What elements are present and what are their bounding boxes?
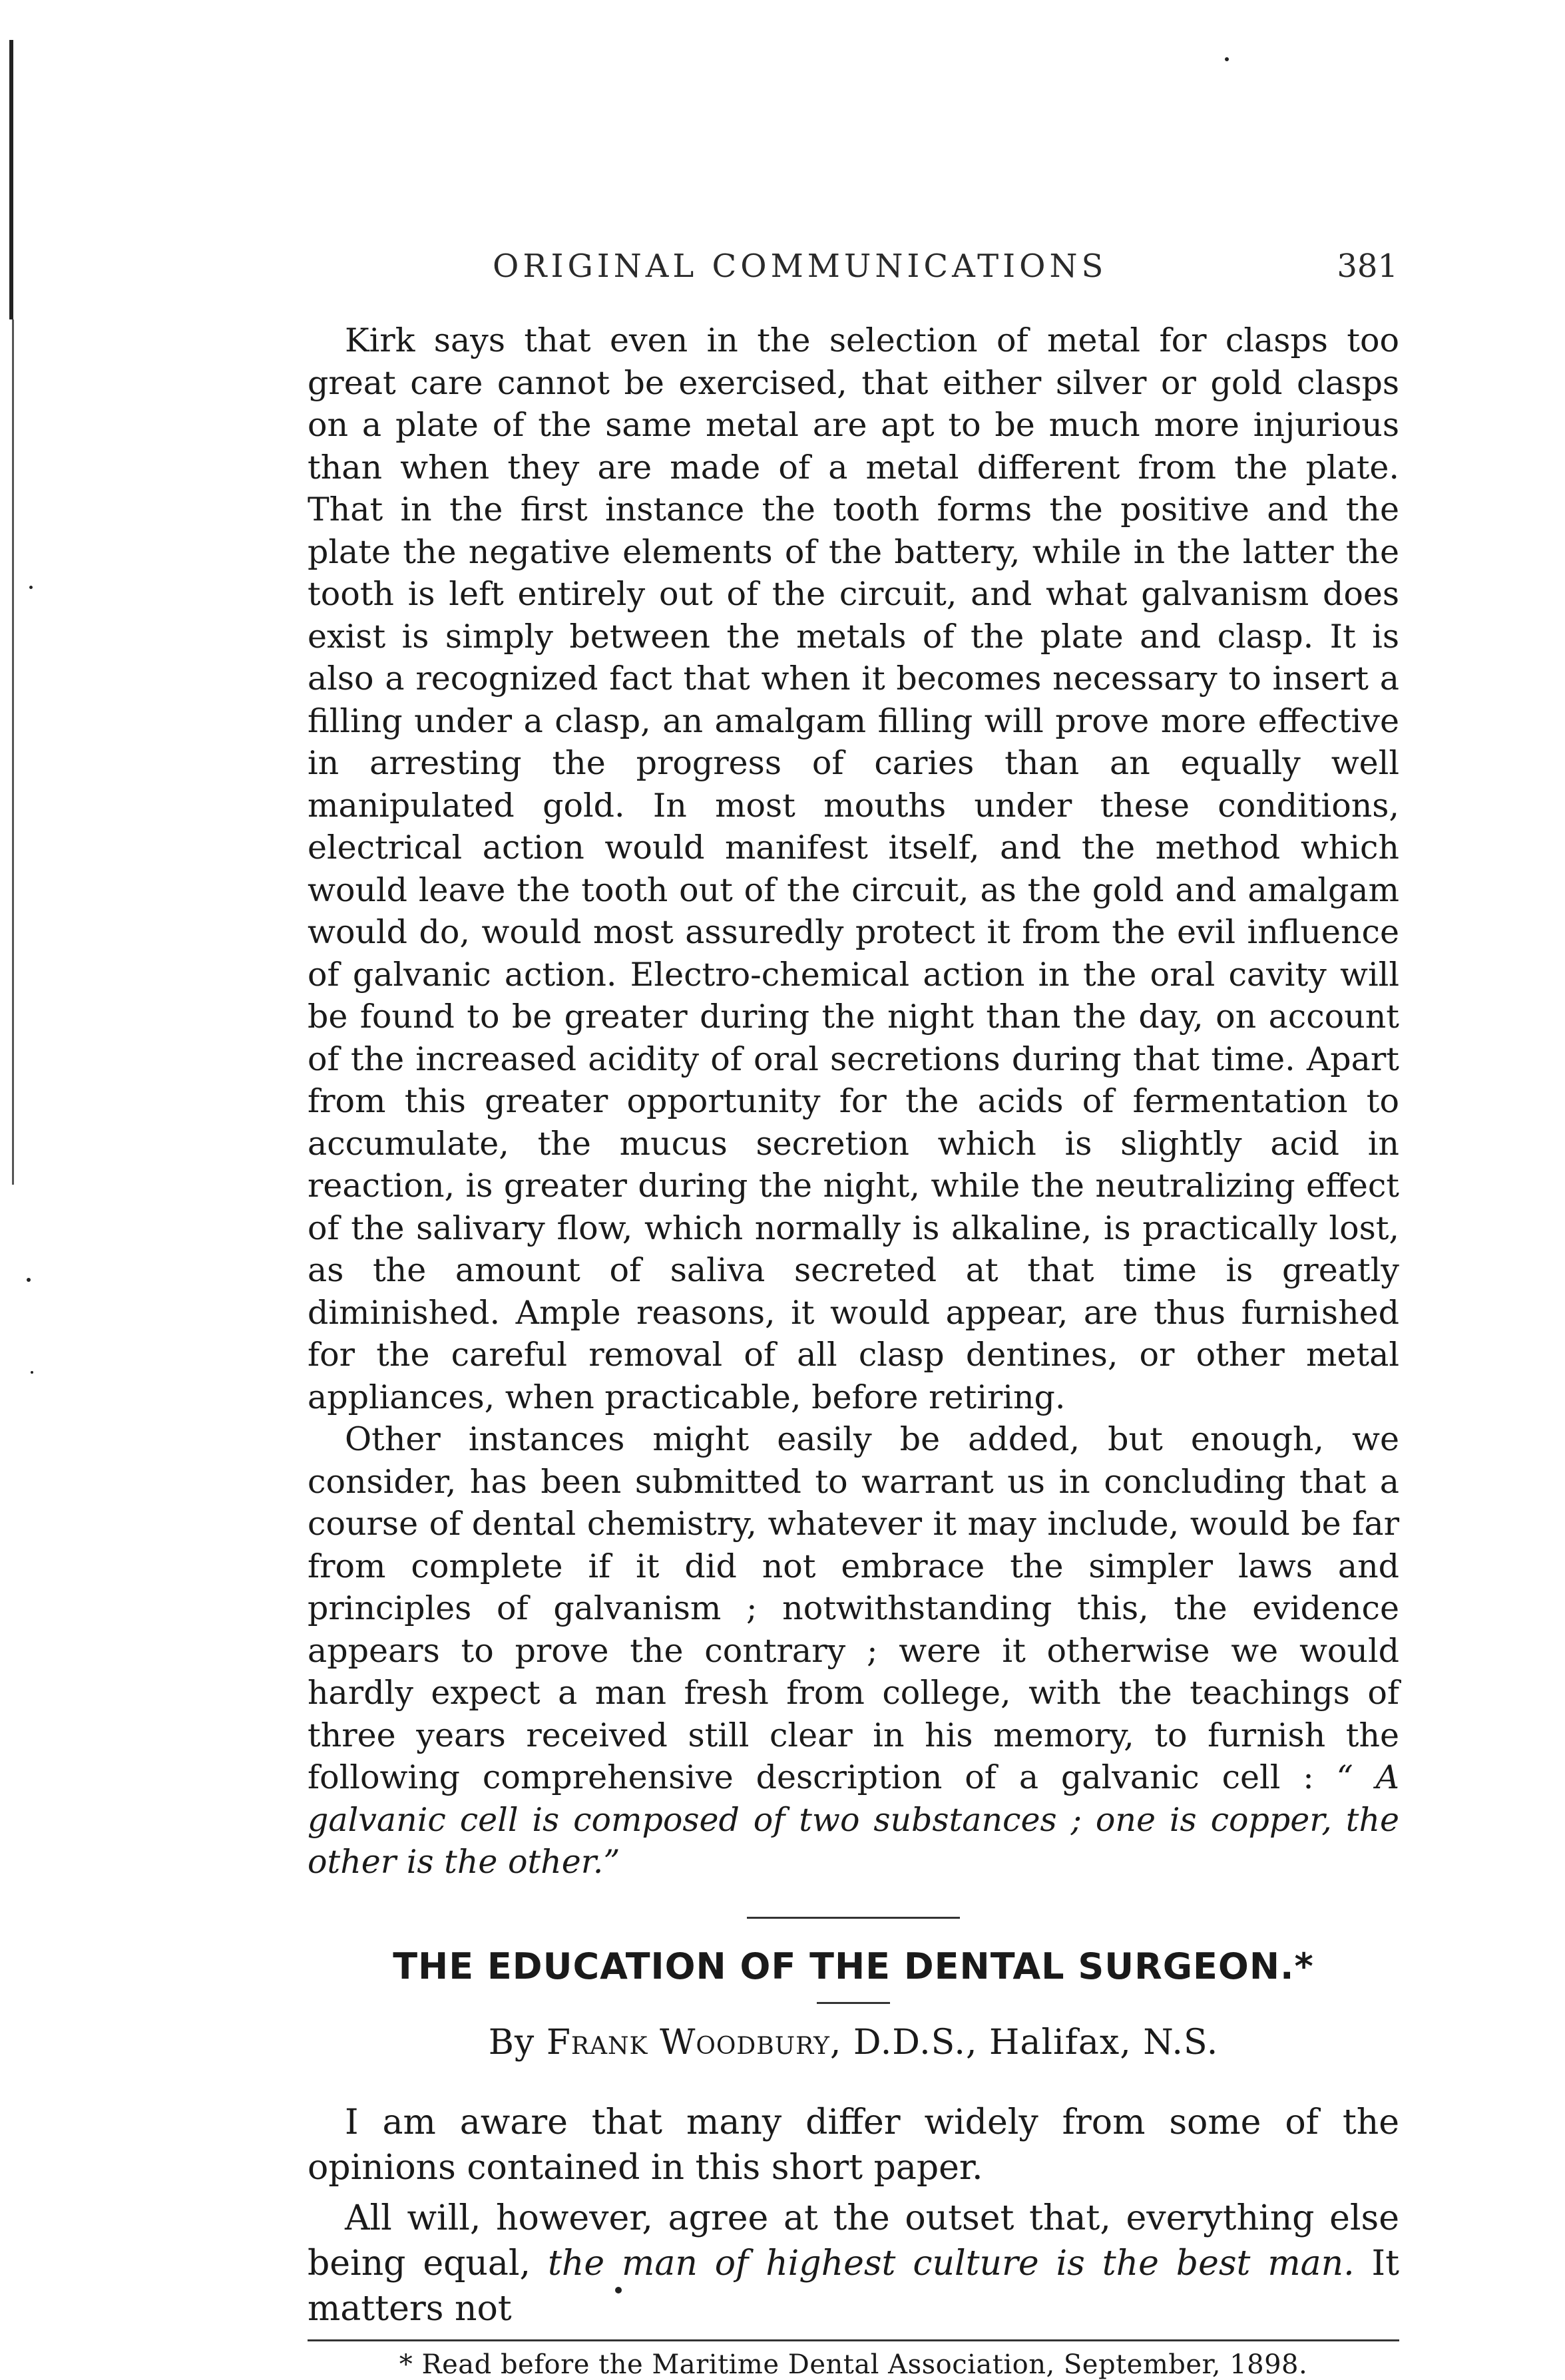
body-text: Other instances might easily be added, but enough, we consider, has been submitted to warrant us in concluding that a course of dental chemistry, whatever it may include, would be far from complete if it did not embrace the simpler laws and principles of galvanism ; notwithstanding this, the evidence appears to prove the contrary ; were it otherwise we would hardly expect a man fresh from college, with the teachings of three years received still clear in his memory, to furnish the following comprehensive description of a galvanic cell : bbox=[308, 1420, 1399, 1796]
author-credentials: , D.D.S., Halifax, N.S. bbox=[829, 2022, 1219, 2063]
article-text: It matters not bbox=[308, 2243, 1399, 2329]
section-divider bbox=[747, 1917, 960, 1919]
scan-speck bbox=[31, 1371, 33, 1374]
text-column bbox=[308, 319, 1399, 2380]
emphasized-text: the man of highest culture is the best man. bbox=[547, 2243, 1355, 2283]
title-divider bbox=[817, 2002, 890, 2004]
body-text: Kirk says that even in the selection of metal for clasps too great care cannot be exercised, that either silver or gold clasps on a plate of the same metal are apt to be much more injurious than when they are made of a metal different from the plate. That in the first instance the tooth forms the positive and the plate the negative elements of the battery, while in the latter the tooth is left entirely out of the circuit, and what galvanism does exist is simply between the metals of the plate and clasp. It is also a recognized fact that when it becomes necessary to insert a filling under a clasp, an amalgam filling will prove more effective in arresting the progress of caries than an equally well manipulated gold. In most mouths under these conditions, electrical action would manifest itself, and the method which would leave the tooth out of the circuit, as the gold and amalgam would do, would most assuredly protect it from the evil influence of galvanic action. Electro-chemical action in the oral cavity will be found to be greater during the night than the day, on account of the increased acidity of oral secretions during that time. Apart from this greater opportunity for the acids of fermentation to accumulate, the mucus secretion which is slightly acid in reaction, is greater during the night, while the neutralizing effect of the salivary flow, which normally is alkaline, is practically lost, as the amount of saliva secreted at that time is greatly diminished. Ample reasons, it would appear, are thus furnished for the careful removal of all clasp dentines, or other metal appliances, when practicable, before retiring. bbox=[308, 321, 1399, 1416]
author-name: Frank Woodbury bbox=[546, 2022, 830, 2063]
page-header bbox=[306, 248, 1398, 288]
scan-edge-mark bbox=[9, 40, 13, 319]
page-number: 381 bbox=[1337, 248, 1398, 285]
byline bbox=[308, 2023, 1399, 2063]
article-title: THE EDUCATION OF THE DENTAL SURGEON.* bbox=[393, 1945, 1314, 1987]
quoted-description: “ A galvanic cell is composed of two substances ; one is copper, the other is the other.” bbox=[308, 1758, 1399, 1881]
body-paragraph bbox=[308, 1418, 1399, 1884]
article-text: All will, however, agree at the outset that, everything else being equal, bbox=[308, 2198, 1399, 2283]
article-paragraph: I am aware that many differ widely from some of the opinions contained in this short paper. bbox=[308, 2102, 1399, 2188]
footnote-rule bbox=[308, 2339, 1399, 2341]
scan-speck bbox=[1225, 57, 1229, 61]
body-paragraph bbox=[308, 319, 1399, 1418]
byline-prefix: By bbox=[488, 2022, 547, 2063]
article-paragraph bbox=[308, 2196, 1399, 2331]
scan-speck bbox=[27, 1278, 31, 1282]
scan-speck bbox=[29, 586, 33, 589]
scan-edge-mark bbox=[12, 319, 14, 1185]
footnote: * Read before the Maritime Dental Association, September, 1898. bbox=[399, 2349, 1308, 2380]
running-head: ORIGINAL COMMUNICATIONS bbox=[493, 248, 1108, 285]
